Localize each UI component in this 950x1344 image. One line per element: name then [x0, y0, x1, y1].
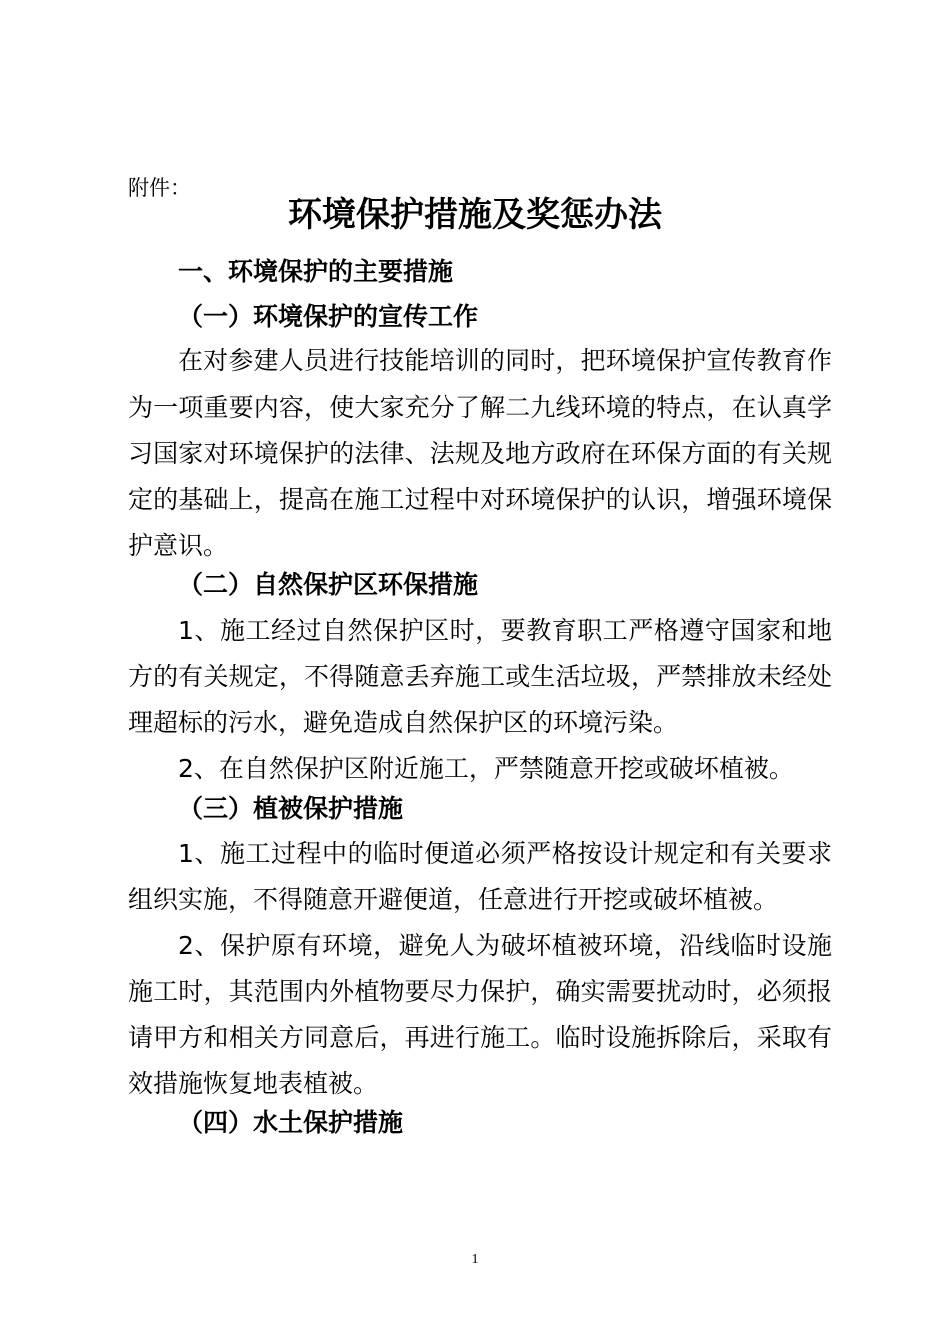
page-number: 1 [471, 1252, 479, 1267]
paragraph-line: 在对参建人员进行技能培训的同时，把环境保护宣传教育作 [178, 346, 832, 375]
paragraph-line: 为一项重要内容，使大家充分了解二九线环境的特点，在认真学 [128, 393, 832, 422]
subsection-heading-1: （一）环境保护的宣传工作 [178, 302, 479, 331]
paragraph-line: 2、在自然保护区附近施工，严禁随意开挖或破坏植被。 [178, 754, 794, 783]
subsection-heading-2: （二）自然保护区环保措施 [178, 570, 479, 599]
subsection-heading-3: （三）植被保护措施 [178, 794, 404, 823]
paragraph-line: 施工时，其范围内外植物要尽力保护，确实需要扰动时，必须报 [128, 977, 832, 1006]
attachment-label: 附件： [128, 176, 191, 200]
paragraph-line: 习国家对环境保护的法律、法规及地方政府在环保方面的有关规 [128, 439, 832, 468]
paragraph-line: 定的基础上，提高在施工过程中对环境保护的认识，增强环境保 [128, 485, 832, 514]
document-title: 环境保护措施及奖惩办法 [288, 195, 662, 235]
paragraph-line: 效措施恢复地表植被。 [128, 1069, 379, 1098]
paragraph-line: 1、施工经过自然保护区时，要教育职工严格遵守国家和地 [178, 616, 832, 645]
paragraph-line: 护意识。 [128, 531, 229, 560]
paragraph-line: 2、保护原有环境，避免人为破坏植被环境，沿线临时设施 [178, 931, 832, 960]
paragraph-line: 组织实施，不得随意开避便道，任意进行开挖或破坏植被。 [128, 885, 779, 914]
paragraph-line: 请甲方和相关方同意后，再进行施工。临时设施拆除后，采取有 [128, 1023, 832, 1052]
section-heading-1: 一、环境保护的主要措施 [178, 257, 454, 286]
subsection-heading-4: （四）水土保护措施 [178, 1108, 404, 1137]
paragraph-line: 方的有关规定，不得随意丢弃施工或生活垃圾，严禁排放未经处 [128, 662, 832, 691]
paragraph-line: 理超标的污水，避免造成自然保护区的环境污染。 [128, 708, 679, 737]
paragraph-line: 1、施工过程中的临时便道必须严格按设计规定和有关要求 [178, 839, 832, 868]
